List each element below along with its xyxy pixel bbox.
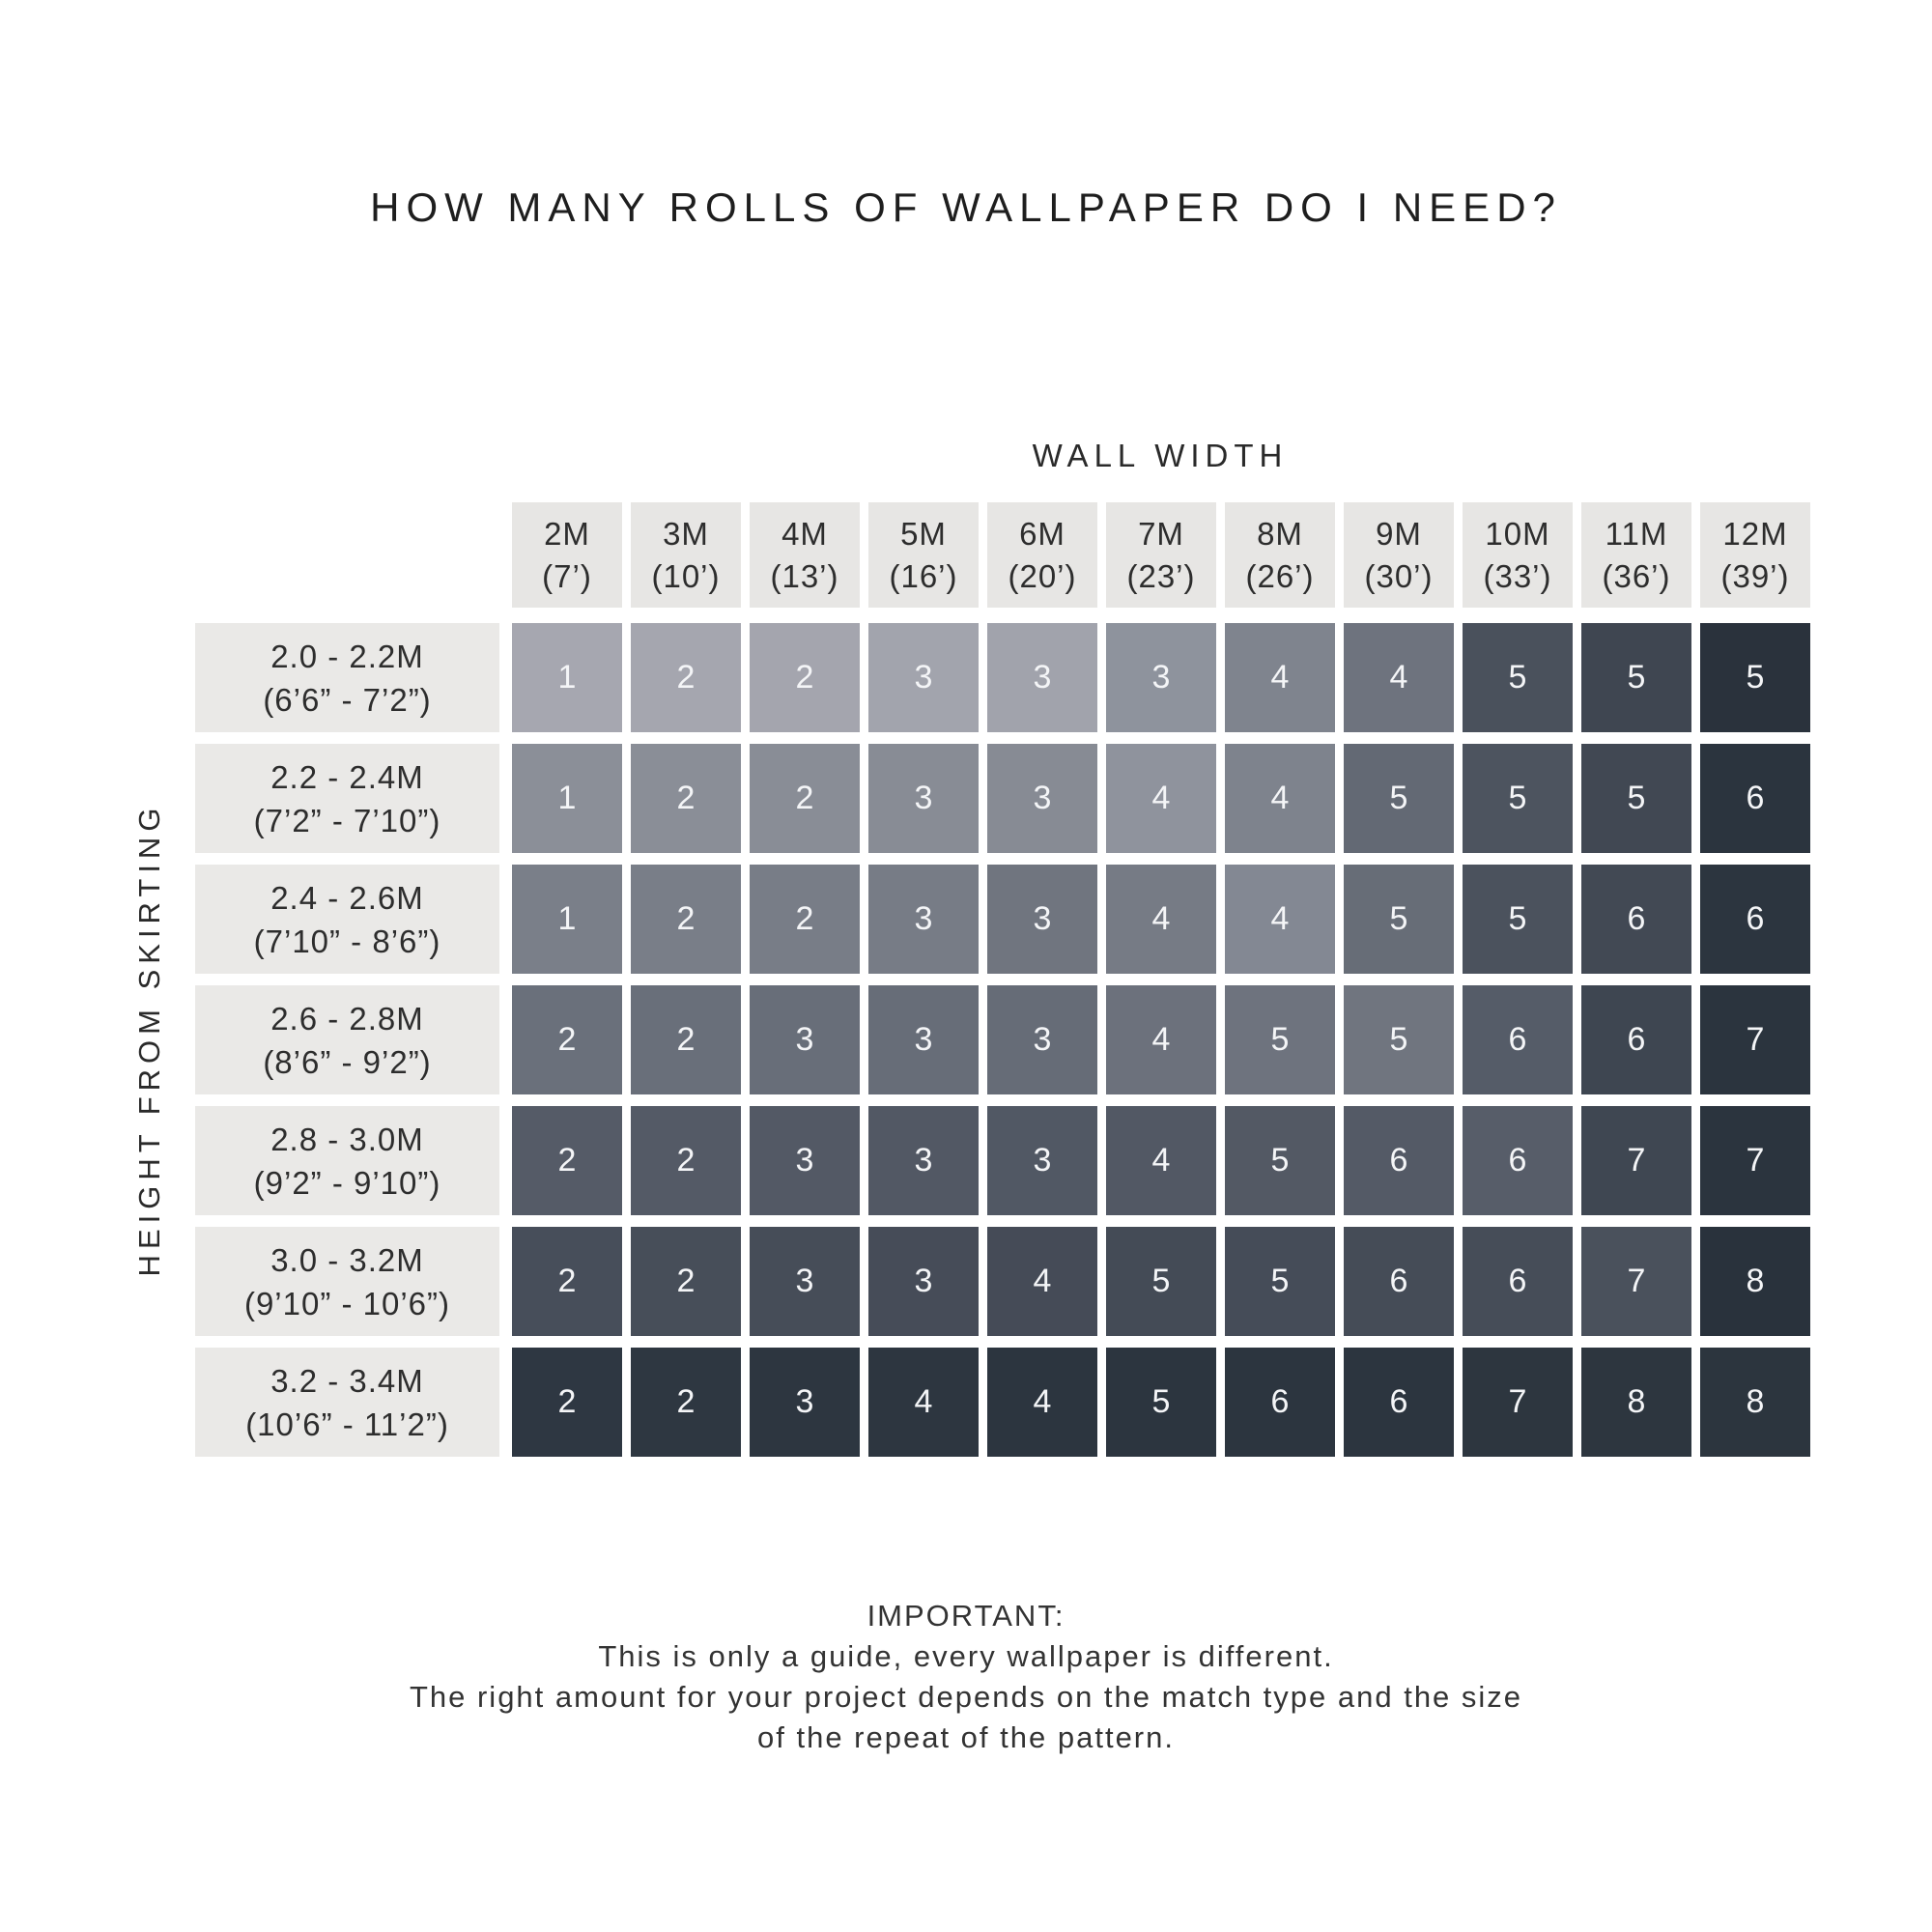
row-label-feet: (7’2” - 7’10”) — [253, 802, 441, 838]
grid-cell: 6 — [1700, 865, 1810, 974]
row-label-meters: 2.0 - 2.2M — [270, 638, 424, 674]
row-label — [195, 865, 499, 974]
grid-cell: 8 — [1700, 1348, 1810, 1457]
grid-cell: 6 — [1463, 985, 1573, 1094]
grid-cell: 1 — [512, 744, 622, 853]
row-label — [195, 985, 499, 1094]
grid-cell: 3 — [868, 985, 979, 1094]
row-label-meters: 2.8 - 3.0M — [270, 1121, 424, 1157]
column-header — [1463, 502, 1573, 608]
column-header — [1225, 502, 1335, 608]
footer-line: This is only a guide, every wallpaper is different. — [598, 1639, 1334, 1673]
grid-cell: 6 — [1463, 1106, 1573, 1215]
grid-cell: 4 — [1106, 1106, 1216, 1215]
column-header-meters: 11M — [1605, 515, 1668, 552]
column-header-feet: (13’) — [770, 557, 839, 594]
grid-cell: 4 — [1225, 865, 1335, 974]
footer-line: The right amount for your project depends on the match type and the size — [409, 1680, 1523, 1714]
column-header-feet: (23’) — [1126, 557, 1196, 594]
column-header-meters: 5M — [900, 515, 947, 552]
row-label-feet: (6’6” - 7’2”) — [263, 681, 432, 718]
grid-cell: 4 — [1106, 985, 1216, 1094]
grid-cell: 7 — [1581, 1227, 1691, 1336]
row-label-meters: 2.4 - 2.6M — [270, 879, 424, 916]
row-label — [195, 623, 499, 732]
grid-cell: 6 — [1581, 865, 1691, 974]
grid-cell: 2 — [750, 865, 860, 974]
grid-cell: 5 — [1463, 865, 1573, 974]
grid-cell: 2 — [631, 1227, 741, 1336]
grid-cell: 7 — [1700, 1106, 1810, 1215]
row-label-meters: 2.6 - 2.8M — [270, 1000, 424, 1037]
grid-cell: 5 — [1225, 1227, 1335, 1336]
grid-cell: 3 — [750, 1227, 860, 1336]
row-label — [195, 744, 499, 853]
grid-cell: 5 — [1581, 623, 1691, 732]
grid-cell: 2 — [512, 1348, 622, 1457]
grid-cell: 8 — [1700, 1227, 1810, 1336]
grid-cell: 3 — [987, 865, 1097, 974]
row-label-feet: (9’2” - 9’10”) — [253, 1164, 441, 1201]
grid-cell: 1 — [512, 623, 622, 732]
grid-cell: 4 — [1106, 744, 1216, 853]
column-header — [1106, 502, 1216, 608]
row-label-feet: (10’6” - 11’2”) — [245, 1406, 449, 1442]
grid-cell: 3 — [987, 744, 1097, 853]
grid-cell: 3 — [868, 744, 979, 853]
column-header-meters: 7M — [1138, 515, 1184, 552]
grid-cell: 2 — [631, 985, 741, 1094]
grid-cell: 4 — [1225, 623, 1335, 732]
grid-cell: 7 — [1581, 1106, 1691, 1215]
grid-cell: 5 — [1581, 744, 1691, 853]
grid-cell: 4 — [1344, 623, 1454, 732]
grid-cell: 5 — [1344, 865, 1454, 974]
column-header-meters: 3M — [663, 515, 709, 552]
column-header — [750, 502, 860, 608]
column-header-meters: 10M — [1485, 515, 1550, 552]
grid-cell: 6 — [1581, 985, 1691, 1094]
grid-cell: 3 — [868, 1106, 979, 1215]
column-header-feet: (30’) — [1364, 557, 1434, 594]
height-from-skirting-axis-label: HEIGHT FROM SKIRTING — [132, 802, 166, 1277]
column-header-feet: (20’) — [1008, 557, 1077, 594]
grid-cell: 6 — [1463, 1227, 1573, 1336]
column-headers — [512, 502, 1810, 608]
footer-note — [410, 1596, 1522, 1758]
grid-cell: 3 — [750, 985, 860, 1094]
column-header — [1700, 502, 1810, 608]
grid-cell: 5 — [1106, 1348, 1216, 1457]
grid-cell: 4 — [1106, 865, 1216, 974]
column-header-feet: (16’) — [889, 557, 958, 594]
grid-cell: 3 — [750, 1106, 860, 1215]
grid-cell: 5 — [1344, 744, 1454, 853]
grid-cell: 3 — [750, 1348, 860, 1457]
row-label-meters: 2.2 - 2.4M — [270, 758, 424, 795]
row-label-meters: 3.2 - 3.4M — [270, 1362, 424, 1399]
column-header-feet: (26’) — [1245, 557, 1315, 594]
row-label — [195, 1106, 499, 1215]
grid-cell: 2 — [631, 744, 741, 853]
grid-cell: 3 — [868, 1227, 979, 1336]
column-header-meters: 2M — [544, 515, 590, 552]
grid-cell: 6 — [1700, 744, 1810, 853]
grid-cell: 3 — [1106, 623, 1216, 732]
row-labels — [195, 623, 499, 1457]
column-header-meters: 12M — [1722, 515, 1788, 552]
grid-cell: 2 — [631, 865, 741, 974]
grid-cell: 2 — [512, 1106, 622, 1215]
grid-cell: 2 — [631, 623, 741, 732]
grid-cell: 2 — [512, 985, 622, 1094]
grid-cell: 5 — [1700, 623, 1810, 732]
grid-cell: 5 — [1463, 744, 1573, 853]
grid-cell: 5 — [1225, 985, 1335, 1094]
grid-cell: 6 — [1344, 1348, 1454, 1457]
column-header-feet: (39’) — [1720, 557, 1790, 594]
grid-cell: 4 — [987, 1227, 1097, 1336]
grid-cell: 3 — [868, 865, 979, 974]
column-header-meters: 9M — [1376, 515, 1422, 552]
column-header — [868, 502, 979, 608]
row-label-meters: 3.0 - 3.2M — [270, 1241, 424, 1278]
grid-cell: 8 — [1581, 1348, 1691, 1457]
grid-cell: 4 — [987, 1348, 1097, 1457]
rolls-grid — [512, 623, 1810, 1457]
grid-cell: 4 — [868, 1348, 979, 1457]
grid-cell: 5 — [1106, 1227, 1216, 1336]
grid-cell: 5 — [1344, 985, 1454, 1094]
grid-cell: 2 — [631, 1348, 741, 1457]
footer-heading: IMPORTANT: — [867, 1599, 1065, 1633]
column-header-feet: (7’) — [542, 557, 592, 594]
column-header-meters: 6M — [1019, 515, 1065, 552]
grid-cell: 5 — [1463, 623, 1573, 732]
column-header-feet: (33’) — [1483, 557, 1552, 594]
grid-cell: 3 — [868, 623, 979, 732]
row-label-feet: (8’6” - 9’2”) — [263, 1043, 432, 1080]
grid-cell: 2 — [750, 744, 860, 853]
column-header-meters: 8M — [1257, 515, 1303, 552]
grid-cell: 7 — [1463, 1348, 1573, 1457]
page-title: HOW MANY ROLLS OF WALLPAPER DO I NEED? — [370, 185, 1562, 230]
column-header — [631, 502, 741, 608]
grid-cell: 4 — [1225, 744, 1335, 853]
grid-cell: 6 — [1344, 1227, 1454, 1336]
column-header-meters: 4M — [781, 515, 828, 552]
column-header — [1581, 502, 1691, 608]
grid-cell: 3 — [987, 1106, 1097, 1215]
column-header-feet: (36’) — [1602, 557, 1671, 594]
grid-cell: 2 — [512, 1227, 622, 1336]
column-header — [1344, 502, 1454, 608]
grid-cell: 1 — [512, 865, 622, 974]
column-header — [987, 502, 1097, 608]
grid-cell: 2 — [631, 1106, 741, 1215]
grid-cell: 7 — [1700, 985, 1810, 1094]
grid-cell: 5 — [1225, 1106, 1335, 1215]
row-label — [195, 1348, 499, 1457]
grid-cell: 3 — [987, 623, 1097, 732]
wall-width-axis-label: WALL WIDTH — [1032, 438, 1289, 473]
grid-cell: 6 — [1225, 1348, 1335, 1457]
column-header — [512, 502, 622, 608]
row-label-feet: (9’10” - 10’6”) — [243, 1285, 451, 1321]
grid-cell: 6 — [1344, 1106, 1454, 1215]
column-header-feet: (10’) — [651, 557, 721, 594]
grid-cell: 2 — [750, 623, 860, 732]
row-label-feet: (7’10” - 8’6”) — [253, 923, 441, 959]
footer-line: of the repeat of the pattern. — [757, 1720, 1175, 1754]
grid-cell: 3 — [987, 985, 1097, 1094]
row-label — [195, 1227, 499, 1336]
